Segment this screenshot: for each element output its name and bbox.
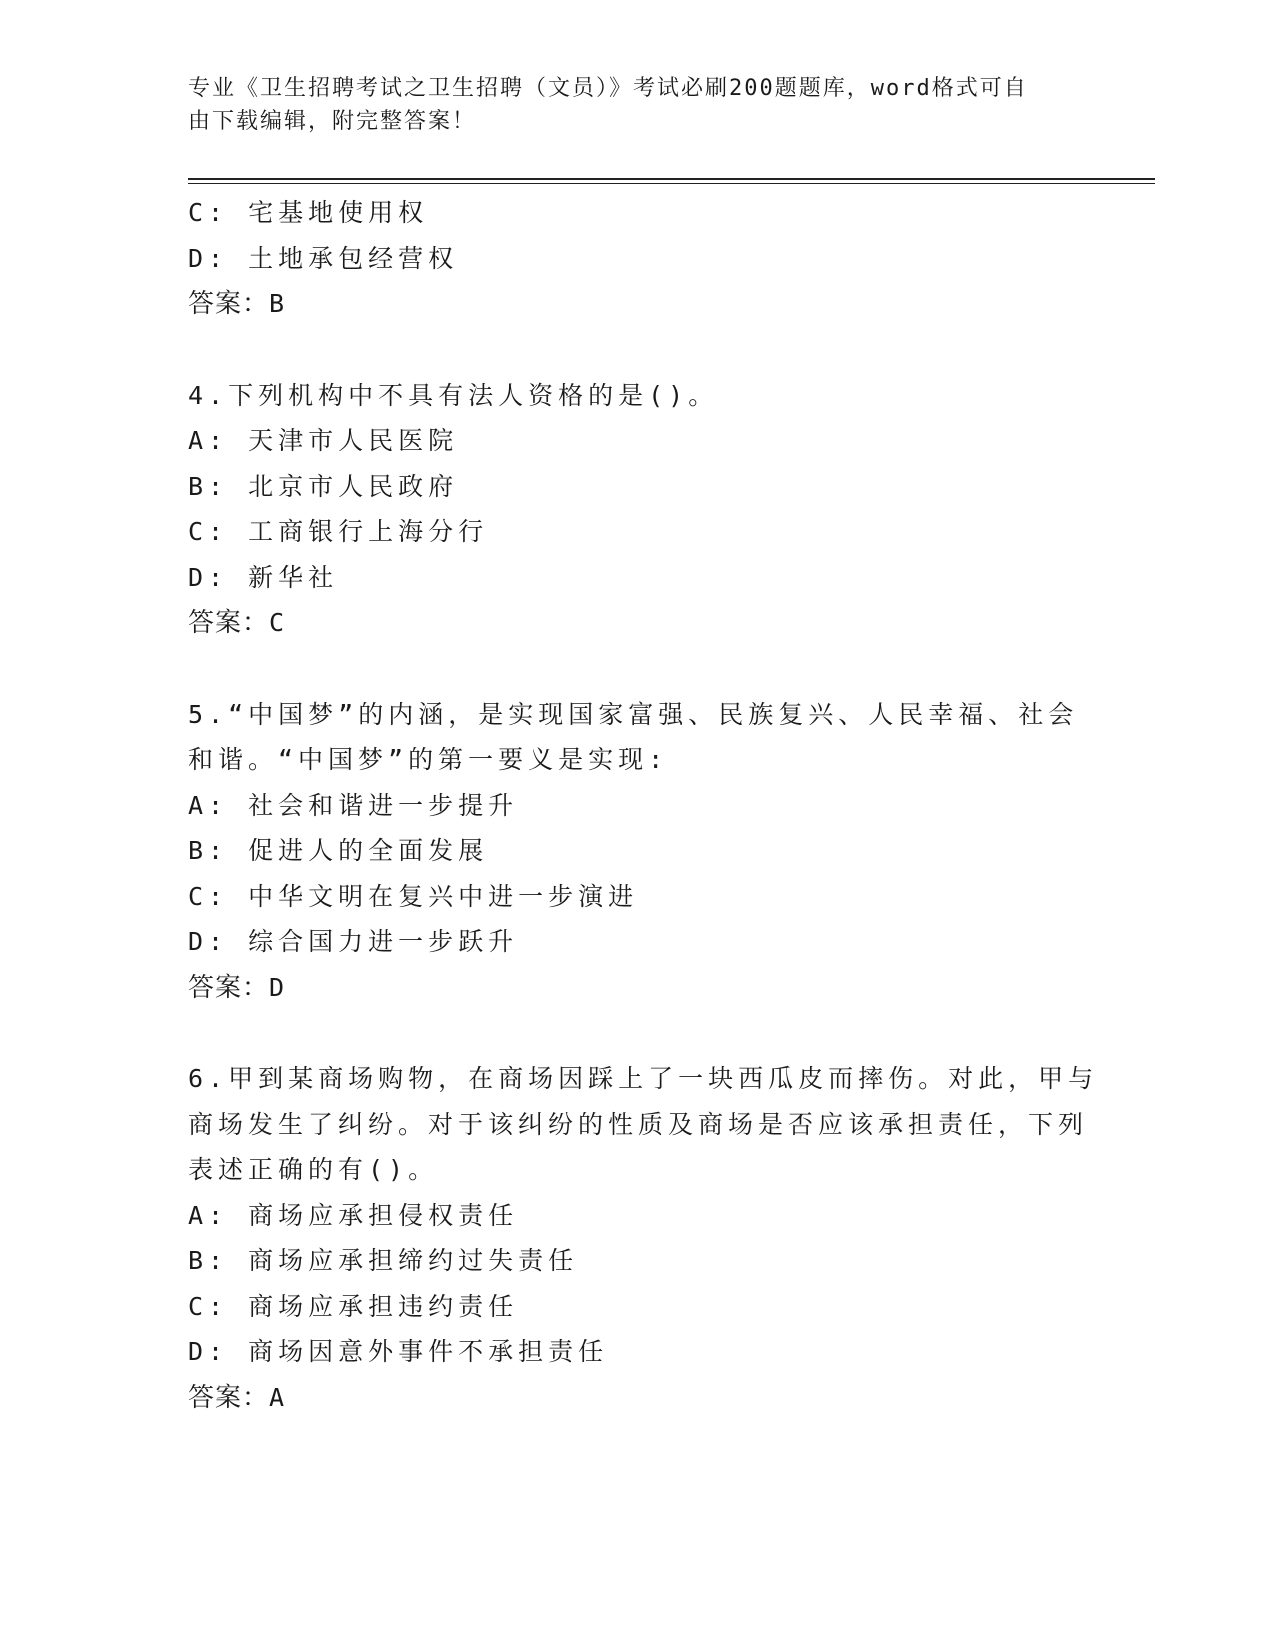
question-stem-line-2: 和谐。“中国梦”的第一要义是实现: — [188, 745, 669, 774]
option-a: A: 天津市人民医院 — [188, 426, 459, 455]
option-d: D: 综合国力进一步跃升 — [188, 927, 519, 956]
option-c: C: 商场应承担违约责任 — [188, 1291, 519, 1321]
option-c: C: 中华文明在复兴中进一步演进 — [188, 881, 639, 911]
question-list — [188, 190, 1099, 1420]
answer-value: A — [269, 1382, 286, 1412]
question-stem-line-1: 5.“中国梦”的内涵，是实现国家富强、民族复兴、人民幸福、社会 — [188, 699, 1079, 729]
document-header — [188, 72, 1068, 138]
answer-value: B — [269, 289, 286, 318]
answer-line — [188, 600, 1088, 646]
question-stem: 4.下列机构中不具有法人资格的是()。 — [188, 380, 719, 410]
answer-label: 答案： — [188, 608, 270, 638]
answer-line — [188, 965, 1088, 1011]
header-divider-thin — [188, 183, 1155, 184]
option-d: D: 商场因意外事件不承担责任 — [188, 1337, 609, 1366]
option-b: B: 商场应承担缔约过失责任 — [188, 1246, 579, 1275]
option-d: D: 土地承包经营权 — [188, 243, 459, 273]
question-stem-line-1: 6.甲到某商场购物，在商场因踩上了一块西瓜皮而摔伤。对此，甲与 — [188, 1064, 1099, 1093]
header-divider-thick — [188, 178, 1155, 180]
answer-line — [188, 1375, 1088, 1421]
answer-label: 答案： — [188, 1382, 270, 1413]
answer-value: D — [269, 972, 286, 1002]
option-b: B: 北京市人民政府 — [188, 471, 459, 501]
question-3-continued — [188, 190, 1088, 327]
option-d: D: 新华社 — [188, 562, 339, 592]
answer-value: C — [269, 608, 286, 637]
question-5 — [188, 692, 1088, 1011]
answer-label: 答案： — [188, 289, 270, 319]
question-stem-line-3: 表述正确的有()。 — [188, 1155, 439, 1184]
header-line-1: 专业《卫生招聘考试之卫生招聘（文员）》考试必刷200题题库，word格式可自 — [188, 76, 1028, 101]
header-line-2: 由下载编辑，附完整答案！ — [188, 109, 477, 134]
question-6 — [188, 1056, 1099, 1420]
option-a: A: 商场应承担侵权责任 — [188, 1200, 519, 1230]
option-c: C: 工商银行上海分行 — [188, 517, 489, 546]
answer-line — [188, 281, 1088, 327]
option-b: B: 促进人的全面发展 — [188, 836, 489, 865]
option-c: C: 宅基地使用权 — [188, 198, 429, 227]
question-stem-line-2: 商场发生了纠纷。对于该纠纷的性质及商场是否应该承担责任，下列 — [188, 1109, 1089, 1139]
question-4 — [188, 373, 1088, 646]
answer-label: 答案： — [188, 972, 270, 1003]
option-a: A: 社会和谐进一步提升 — [188, 790, 519, 820]
